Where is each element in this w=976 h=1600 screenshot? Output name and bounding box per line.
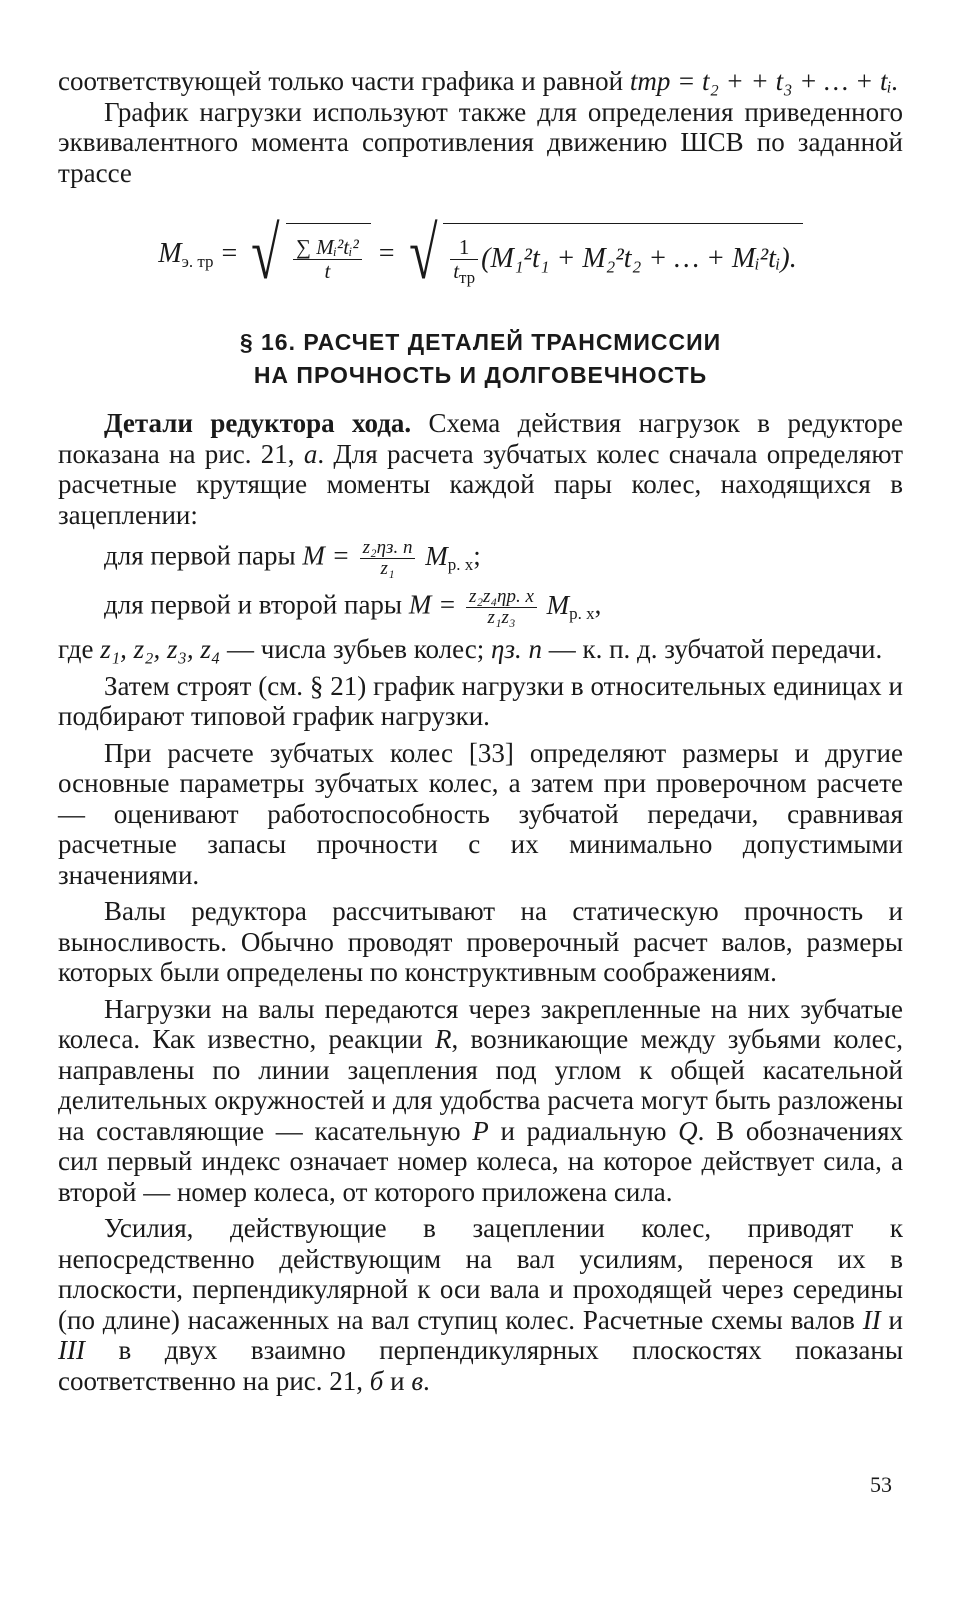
radical-2: √ $\frac{1}{t_{тр}}$ (M₁²t₁ + M₂²t₂ + … + Mᵢ²tᵢ). (403, 217, 803, 291)
sqrt-icon: √ (408, 213, 438, 295)
paragraph-gearbox-parts: Детали редуктора хода. Схема действия нагрузок в редукторе показана на рис. 21, а. Для расчета зубчатых колес сначала определяют расчетные крутящие моменты каждой пары колес, находящихся в зацеплении: (58, 408, 904, 530)
paragraph-forces: Усилия, действующие в зацеплении колес, приводят к непосредственно действующим на вал усилиям, перенося их в плоскости, перпендикулярной к оси вала и проходящей через середины (по длине) насаженных на вал ступиц колес. Расчетные схемы валов II и III в двух взаимно перпендикулярных плоскостях показаны соответственно на рис. 21, б и в. (58, 1213, 903, 1396)
paragraph-load-graph: График нагрузки используют также для определения приведенного эквивалентного момента сопротивления движению ШСВ по заданной трассе (58, 96, 903, 188)
paragraph-continuation: соответствующей только части графика и равной tтр = t₂ + + t₃ + … + tᵢ. (58, 66, 899, 96)
paragraph-shafts: Валы редуктора рассчитывают на статическую прочность и выносливость. Обычно проводят проверочный расчет валов, размеры которых были определены по конструктивным соображениям. (58, 896, 903, 987)
formula-second-pair: для первой и второй пары M = $\frac{\text{z₂z₄ηр. х}}{\text{z₁z₃}}$ $M_{р. х}$, (104, 586, 602, 628)
formula-equivalent-moment: $M_{э. тр}$ = √ $\frac{\text{∑ Mᵢ²tᵢ²}}{t}$ = √ $\frac{1}{t_{тр}}$ (M₁²t₁ + M₂²t₂ + … + Mᵢ²tᵢ). (58, 194, 903, 314)
paragraph-loads: Нагрузки на валы передаются через закрепленные на них зубчатые колеса. Как известно, реакции R, возникающие между зубьями колес, направлены по линии зацепления под углом к общей касательной делительных окружностей и для удобства расчета могут быть разложены на составляющие — касательную P и радиальную Q. В обозначениях сил первый индекс означает номер колеса, на которое действует сила, а второй — номер колеса, от которого приложена сила. (58, 993, 903, 1207)
paragraph-graph: Затем строят (см. § 21) график нагрузки в относительных единицах и подбирают типовой график нагрузки. (58, 670, 903, 731)
ttr-expression: tтр = t₂ + + t₃ + … + tᵢ. (629, 66, 899, 96)
sqrt-icon: √ (251, 213, 280, 295)
text-column (58, 66, 903, 1396)
paragraph-where: где z₁, z₂, z₃, z₄ — числа зубьев колес; ηз. п — к. п. д. зубчатой передачи. (58, 634, 883, 664)
formula-first-pair: для первой пары M = $\frac{\text{z₂ηз. п}}{\text{z₁}}$ $M_{р. х}$; (104, 537, 481, 579)
paragraph-gear-calc: При расчете зубчатых колес [33] определяют размеры и другие основные параметры зубчатых колес, а затем при проверочном расчете — оценивают работоспособность зубчатой передачи, сравнивая расчетные запасы прочности с их минимально допустимыми значениями. (58, 737, 903, 890)
page-number: 53 (870, 1472, 892, 1497)
section-heading: § 16. РАСЧЕТ ДЕТАЛЕЙ ТРАНСМИССИИ НА ПРОЧНОСТЬ И ДОЛГОВЕЧНОСТЬ (239, 329, 722, 388)
radical-1: √ $\frac{\text{∑ Mᵢ²tᵢ²}}{t}$ (245, 217, 370, 291)
